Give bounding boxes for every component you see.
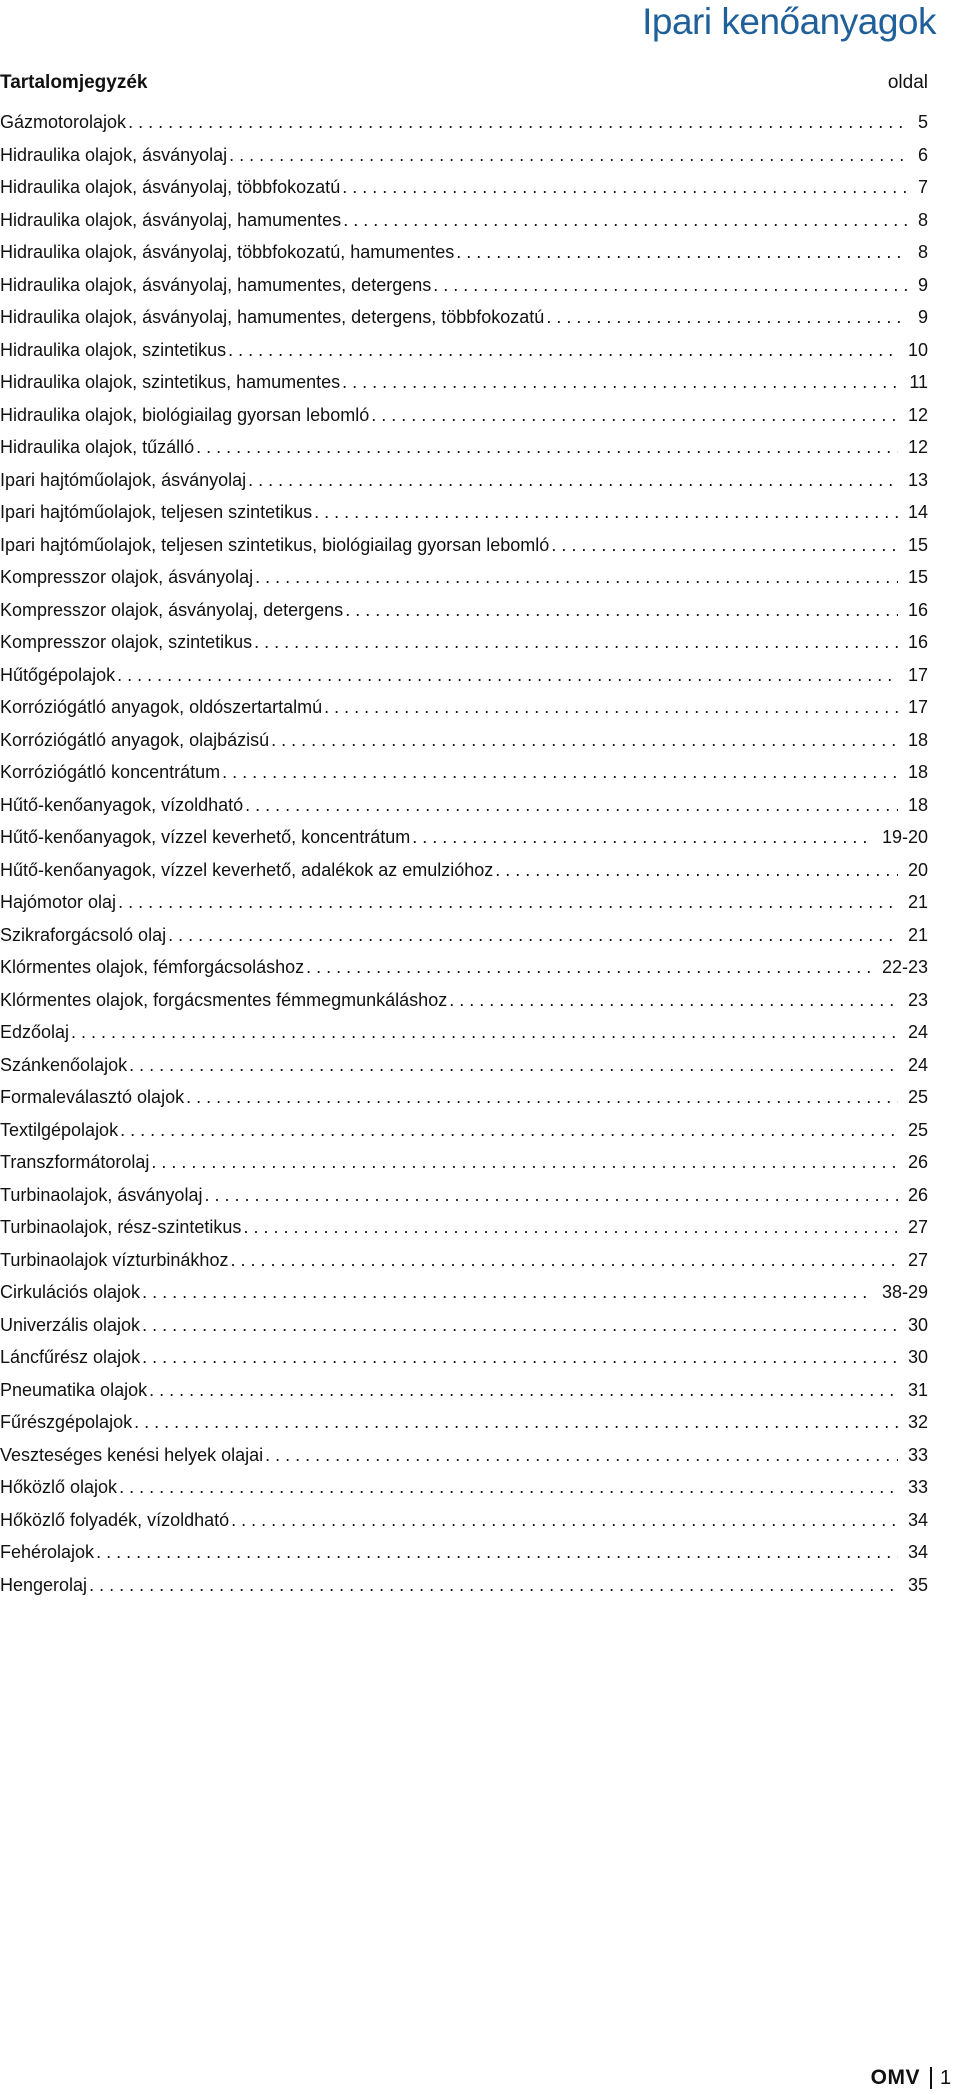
toc-entry-title: Hidraulika olajok, ásványolaj, többfokozatú [0, 177, 341, 197]
toc-entry-page: 5 [917, 112, 928, 132]
toc-entry[interactable] [0, 301, 928, 334]
dot-leader [196, 431, 898, 464]
dot-leader [449, 984, 898, 1017]
toc-entry-title: Hűtő-kenőanyagok, vízzel keverhető, koncentrátum [0, 827, 411, 847]
toc-entry[interactable] [0, 1211, 928, 1244]
toc-entry[interactable] [0, 821, 928, 854]
table-of-contents [0, 72, 928, 1601]
toc-entry-page: 9 [917, 274, 928, 295]
toc-entry[interactable] [0, 1374, 928, 1407]
page-number: 1 [940, 2066, 952, 2089]
toc-entry[interactable] [0, 1049, 928, 1082]
dot-leader [186, 1081, 898, 1114]
toc-entry-page: 38-29 [881, 1282, 928, 1302]
dot-leader [255, 561, 898, 594]
toc-entry-title: Kompresszor olajok, szintetikus [0, 632, 253, 652]
toc-entry[interactable] [0, 171, 928, 204]
toc-entry[interactable] [0, 1016, 928, 1049]
toc-entry-title: Hidraulika olajok, szintetikus, hamumentes [0, 372, 341, 392]
toc-entry[interactable] [0, 1276, 928, 1309]
toc-entry[interactable] [0, 854, 928, 887]
dot-leader [551, 529, 898, 562]
dot-leader [222, 756, 898, 789]
toc-entry[interactable] [0, 561, 928, 594]
toc-entry-page: 21 [907, 924, 928, 945]
toc-entry-title: Láncfűrész olajok [0, 1347, 141, 1367]
dot-leader [248, 464, 898, 497]
dot-leader [271, 724, 898, 757]
toc-entry-title: Textilgépolajok [0, 1119, 119, 1140]
dot-leader [168, 919, 898, 952]
toc-entry-title: Pneumatika olajok [0, 1379, 148, 1400]
toc-entry-title: Ipari hajtóműolajok, ásványolaj [0, 469, 247, 490]
toc-entry-title: Edzőolaj [0, 1022, 70, 1042]
toc-entry-title: Formaleválasztó olajok [0, 1087, 185, 1107]
dot-leader [231, 1504, 898, 1537]
toc-entry[interactable] [0, 984, 928, 1017]
toc-entry-page: 9 [917, 307, 928, 327]
toc-entry-title: Gázmotorolajok [0, 112, 127, 132]
toc-entry-title: Klórmentes olajok, fémforgácsoláshoz [0, 957, 305, 977]
dot-leader [229, 139, 908, 172]
toc-entry-title: Korróziógátló anyagok, oldószertartalmú [0, 697, 323, 717]
toc-entry[interactable] [0, 431, 928, 464]
toc-entry-title: Szánkenőolajok [0, 1054, 128, 1075]
toc-entry[interactable] [0, 886, 928, 919]
toc-entry-title: Univerzális olajok [0, 1314, 141, 1335]
page-footer [871, 2061, 960, 2095]
toc-entry[interactable] [0, 204, 928, 237]
toc-entry-title: Fehérolajok [0, 1542, 95, 1562]
dot-leader [254, 626, 898, 659]
dot-leader [129, 1049, 898, 1082]
dot-leader [342, 366, 899, 399]
toc-list [0, 106, 928, 1601]
toc-entry-title: Hajómotor olaj [0, 892, 117, 912]
omv-logo: OMV [870, 2066, 920, 2089]
toc-entry-page: 25 [907, 1087, 928, 1107]
toc-entry-page: 25 [907, 1119, 928, 1140]
dot-leader [142, 1341, 898, 1374]
toc-entry-title: Transzformátorolaj [0, 1152, 150, 1172]
dot-leader [71, 1016, 898, 1049]
toc-heading: Tartalomjegyzék [0, 72, 148, 93]
toc-entry-page: 21 [907, 892, 928, 912]
toc-entry-page: 16 [907, 632, 928, 652]
toc-entry-page: 24 [907, 1022, 928, 1042]
toc-entry[interactable] [0, 691, 928, 724]
toc-entry-title: Kompresszor olajok, ásványolaj, detergens [0, 599, 344, 620]
toc-entry-page: 12 [907, 437, 928, 457]
toc-entry-title: Ipari hajtóműolajok, teljesen szintetikus [0, 502, 313, 522]
dot-leader [142, 1309, 898, 1342]
toc-entry-title: Hőközlő olajok [0, 1477, 118, 1497]
toc-entry-title: Korróziógátló anyagok, olajbázisú [0, 729, 270, 750]
toc-entry-title: Ipari hajtóműolajok, teljesen szintetikus, biológiailag gyorsan lebomló [0, 534, 550, 555]
toc-entry[interactable] [0, 1146, 928, 1179]
toc-entry-title: Hidraulika olajok, ásványolaj [0, 144, 228, 165]
toc-entry-title: Hengerolaj [0, 1574, 88, 1595]
page-title: Ipari kenőanyagok [642, 1, 936, 42]
dot-leader [120, 1114, 898, 1147]
toc-header [0, 72, 928, 106]
toc-entry-page: 18 [907, 729, 928, 750]
dot-leader [433, 269, 908, 302]
toc-entry[interactable] [0, 496, 928, 529]
toc-entry-page: 23 [907, 989, 928, 1010]
dot-leader [314, 496, 898, 529]
toc-entry[interactable] [0, 919, 928, 952]
toc-entry[interactable] [0, 334, 928, 367]
toc-entry-title: Cirkulációs olajok [0, 1282, 141, 1302]
toc-entry[interactable] [0, 1309, 928, 1342]
toc-entry[interactable] [0, 1471, 928, 1504]
toc-entry-page: 32 [907, 1412, 928, 1432]
toc-entry-title: Turbinaolajok, ásványolaj [0, 1184, 203, 1205]
toc-entry[interactable] [0, 789, 928, 822]
toc-entry-page: 19-20 [881, 827, 928, 847]
toc-entry-page: 26 [907, 1152, 928, 1172]
toc-entry-title: Turbinaolajok vízturbinákhoz [0, 1249, 229, 1270]
toc-entry-title: Hűtőgépolajok [0, 664, 116, 685]
dot-leader [371, 399, 898, 432]
dot-leader [243, 1211, 898, 1244]
dot-leader [324, 691, 898, 724]
toc-entry-title: Klórmentes olajok, forgácsmentes fémmegmunkáláshoz [0, 989, 448, 1010]
toc-entry[interactable] [0, 1081, 928, 1114]
toc-entry-page: 34 [907, 1509, 928, 1530]
toc-entry[interactable] [0, 1536, 928, 1569]
toc-entry-title: Hőközlő folyadék, vízoldható [0, 1509, 230, 1530]
toc-entry[interactable] [0, 1341, 928, 1374]
toc-entry-title: Hűtő-kenőanyagok, vízzel keverhető, adalékok az emulzióhoz [0, 859, 494, 880]
toc-entry-page: 22-23 [881, 957, 928, 977]
toc-entry-title: Hidraulika olajok, biológiailag gyorsan lebomló [0, 404, 370, 425]
dot-leader [142, 1276, 872, 1309]
dot-leader [96, 1536, 898, 1569]
toc-entry-page: 34 [907, 1542, 928, 1562]
toc-entry[interactable] [0, 366, 928, 399]
toc-entry[interactable] [0, 1179, 928, 1212]
dot-leader [128, 106, 908, 139]
toc-entry[interactable] [0, 626, 928, 659]
toc-entry-title: Veszteséges kenési helyek olajai [0, 1444, 264, 1465]
toc-entry-page: 26 [907, 1184, 928, 1205]
dot-leader [149, 1374, 898, 1407]
dot-leader [151, 1146, 898, 1179]
toc-entry-page: 14 [907, 502, 928, 522]
toc-entry-page: 33 [907, 1477, 928, 1497]
toc-page-column-label: oldal [887, 72, 928, 93]
toc-entry-page: 13 [907, 469, 928, 490]
toc-entry-page: 24 [907, 1054, 928, 1075]
toc-entry-title: Hűtő-kenőanyagok, vízoldható [0, 794, 244, 815]
toc-entry-page: 18 [907, 794, 928, 815]
dot-leader [119, 1471, 898, 1504]
dot-leader [306, 951, 872, 984]
toc-entry-page: 30 [907, 1314, 928, 1335]
toc-entry-page: 35 [907, 1574, 928, 1595]
toc-entry-page: 30 [907, 1347, 928, 1367]
dot-leader [134, 1406, 898, 1439]
dot-leader [412, 821, 872, 854]
dot-leader [265, 1439, 898, 1472]
toc-entry-page: 16 [907, 599, 928, 620]
toc-entry-page: 10 [907, 339, 928, 360]
toc-entry-page: 8 [917, 242, 928, 262]
toc-entry[interactable] [0, 659, 928, 692]
dot-leader [204, 1179, 898, 1212]
dot-leader [230, 1244, 898, 1277]
toc-entry[interactable] [0, 1114, 928, 1147]
toc-entry-page: 17 [907, 664, 928, 685]
toc-entry-page: 31 [907, 1379, 928, 1400]
toc-entry-title: Hidraulika olajok, szintetikus [0, 339, 227, 360]
dot-leader [456, 236, 908, 269]
toc-entry-page: 15 [907, 534, 928, 555]
toc-entry-page: 15 [907, 567, 928, 587]
toc-entry[interactable] [0, 1439, 928, 1472]
toc-entry-title: Turbinaolajok, rész-szintetikus [0, 1217, 242, 1237]
toc-entry-title: Hidraulika olajok, ásványolaj, hamumentes, detergens, többfokozatú [0, 307, 545, 327]
dot-leader [495, 854, 898, 887]
toc-entry-page: 11 [909, 372, 928, 392]
toc-entry[interactable] [0, 399, 928, 432]
toc-entry-page: 20 [907, 859, 928, 880]
dot-leader [245, 789, 898, 822]
toc-entry-title: Hidraulika olajok, tűzálló [0, 437, 195, 457]
toc-entry-page: 7 [917, 177, 928, 197]
toc-entry[interactable] [0, 529, 928, 562]
toc-entry-title: Hidraulika olajok, ásványolaj, hamumentes [0, 209, 342, 230]
toc-entry-title: Hidraulika olajok, ásványolaj, hamumentes, detergens [0, 274, 432, 295]
toc-entry[interactable] [0, 236, 928, 269]
toc-entry-page: 18 [907, 762, 928, 782]
toc-entry-page: 27 [907, 1217, 928, 1237]
toc-entry[interactable] [0, 1569, 928, 1602]
toc-entry-page: 17 [907, 697, 928, 717]
toc-entry[interactable] [0, 464, 928, 497]
toc-entry-page: 6 [917, 144, 928, 165]
toc-entry-page: 12 [907, 404, 928, 425]
dot-leader [89, 1569, 898, 1602]
dot-leader [546, 301, 908, 334]
toc-entry[interactable] [0, 594, 928, 627]
toc-entry[interactable] [0, 269, 928, 302]
toc-entry[interactable] [0, 1244, 928, 1277]
toc-entry[interactable] [0, 951, 928, 984]
dot-leader [228, 334, 898, 367]
toc-entry-title: Kompresszor olajok, ásványolaj [0, 567, 254, 587]
dot-leader [343, 204, 908, 237]
toc-entry-page: 27 [907, 1249, 928, 1270]
toc-entry-page: 33 [907, 1444, 928, 1465]
dot-leader [342, 171, 908, 204]
dot-leader [345, 594, 898, 627]
toc-entry[interactable] [0, 139, 928, 172]
toc-entry-title: Hidraulika olajok, ásványolaj, többfokozatú, hamumentes [0, 242, 455, 262]
toc-entry-title: Fűrészgépolajok [0, 1412, 133, 1432]
toc-entry[interactable] [0, 756, 928, 789]
toc-entry[interactable] [0, 1406, 928, 1439]
toc-entry-title: Korróziógátló koncentrátum [0, 762, 221, 782]
toc-entry-page: 8 [917, 209, 928, 230]
toc-entry-title: Szikraforgácsoló olaj [0, 924, 167, 945]
footer-divider [930, 2067, 932, 2089]
dot-leader [117, 659, 898, 692]
toc-entry[interactable] [0, 724, 928, 757]
toc-entry[interactable] [0, 1504, 928, 1537]
dot-leader [118, 886, 898, 919]
toc-entry[interactable] [0, 106, 928, 139]
